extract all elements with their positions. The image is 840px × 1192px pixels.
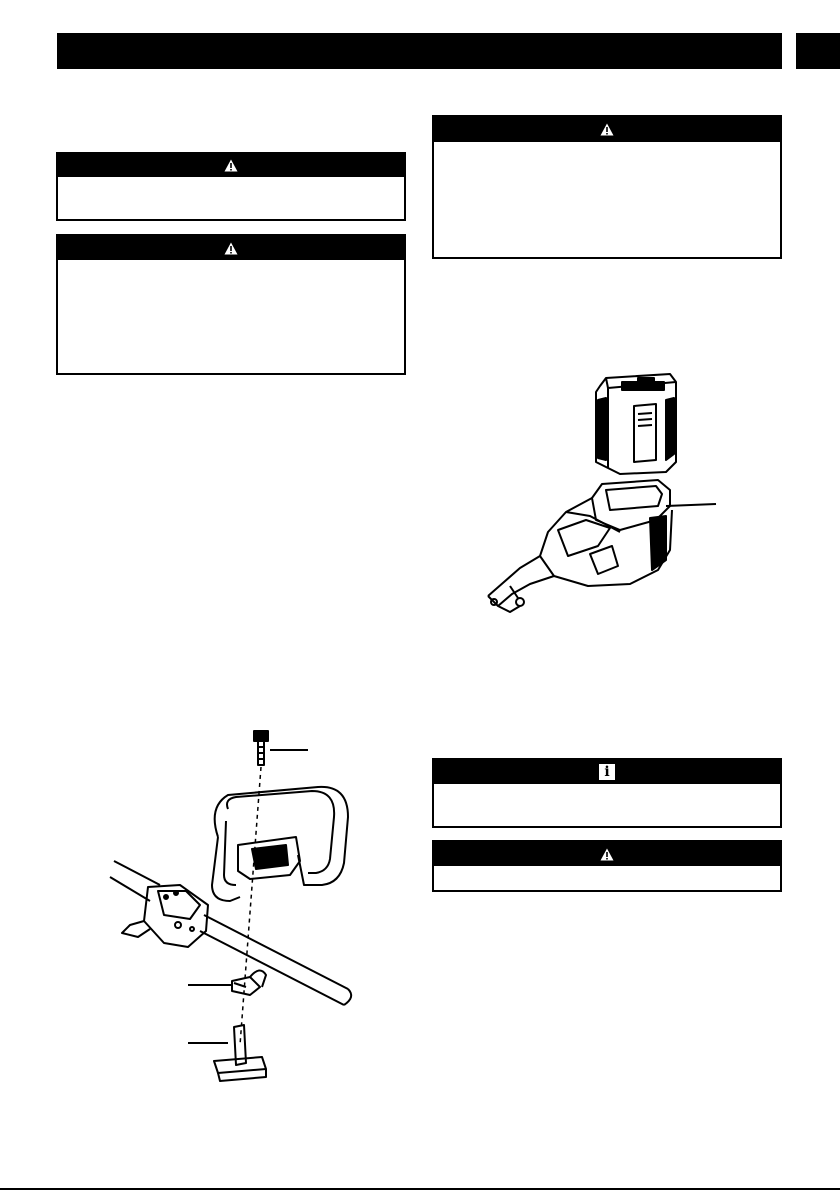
handle-spacer-clip [188,970,266,995]
language-tab-label [796,43,806,59]
language-tab [796,33,840,69]
information-icon: i [599,764,615,780]
warning-box-left-top [56,152,406,221]
battery-pack [596,374,676,474]
battery-insertion-illustration [470,370,730,620]
warning-header [434,117,780,142]
warning-triangle-icon [600,848,614,861]
warning-triangle-icon [224,159,238,172]
auxiliary-handle-assembly-illustration [100,725,360,1095]
warning-box-right-bottom [432,840,782,892]
bottom-rule [0,1188,840,1190]
warning-header [58,154,404,177]
trimmer-shaft [110,861,351,1005]
info-header [434,760,780,784]
loop-handle [212,787,348,901]
handle-knob [188,1025,266,1081]
header-title [57,43,67,59]
warning-box-left-second [56,234,406,375]
rear-housing [122,885,208,947]
handle-bolt [254,731,308,765]
header-title-bar [57,33,782,69]
info-box-right [432,758,782,828]
trimmer-housing [488,480,716,612]
warning-triangle-icon [224,242,238,255]
warning-header [58,236,404,260]
warning-triangle-icon [600,123,614,136]
warning-header [434,842,780,866]
warning-box-right-top [432,115,782,259]
